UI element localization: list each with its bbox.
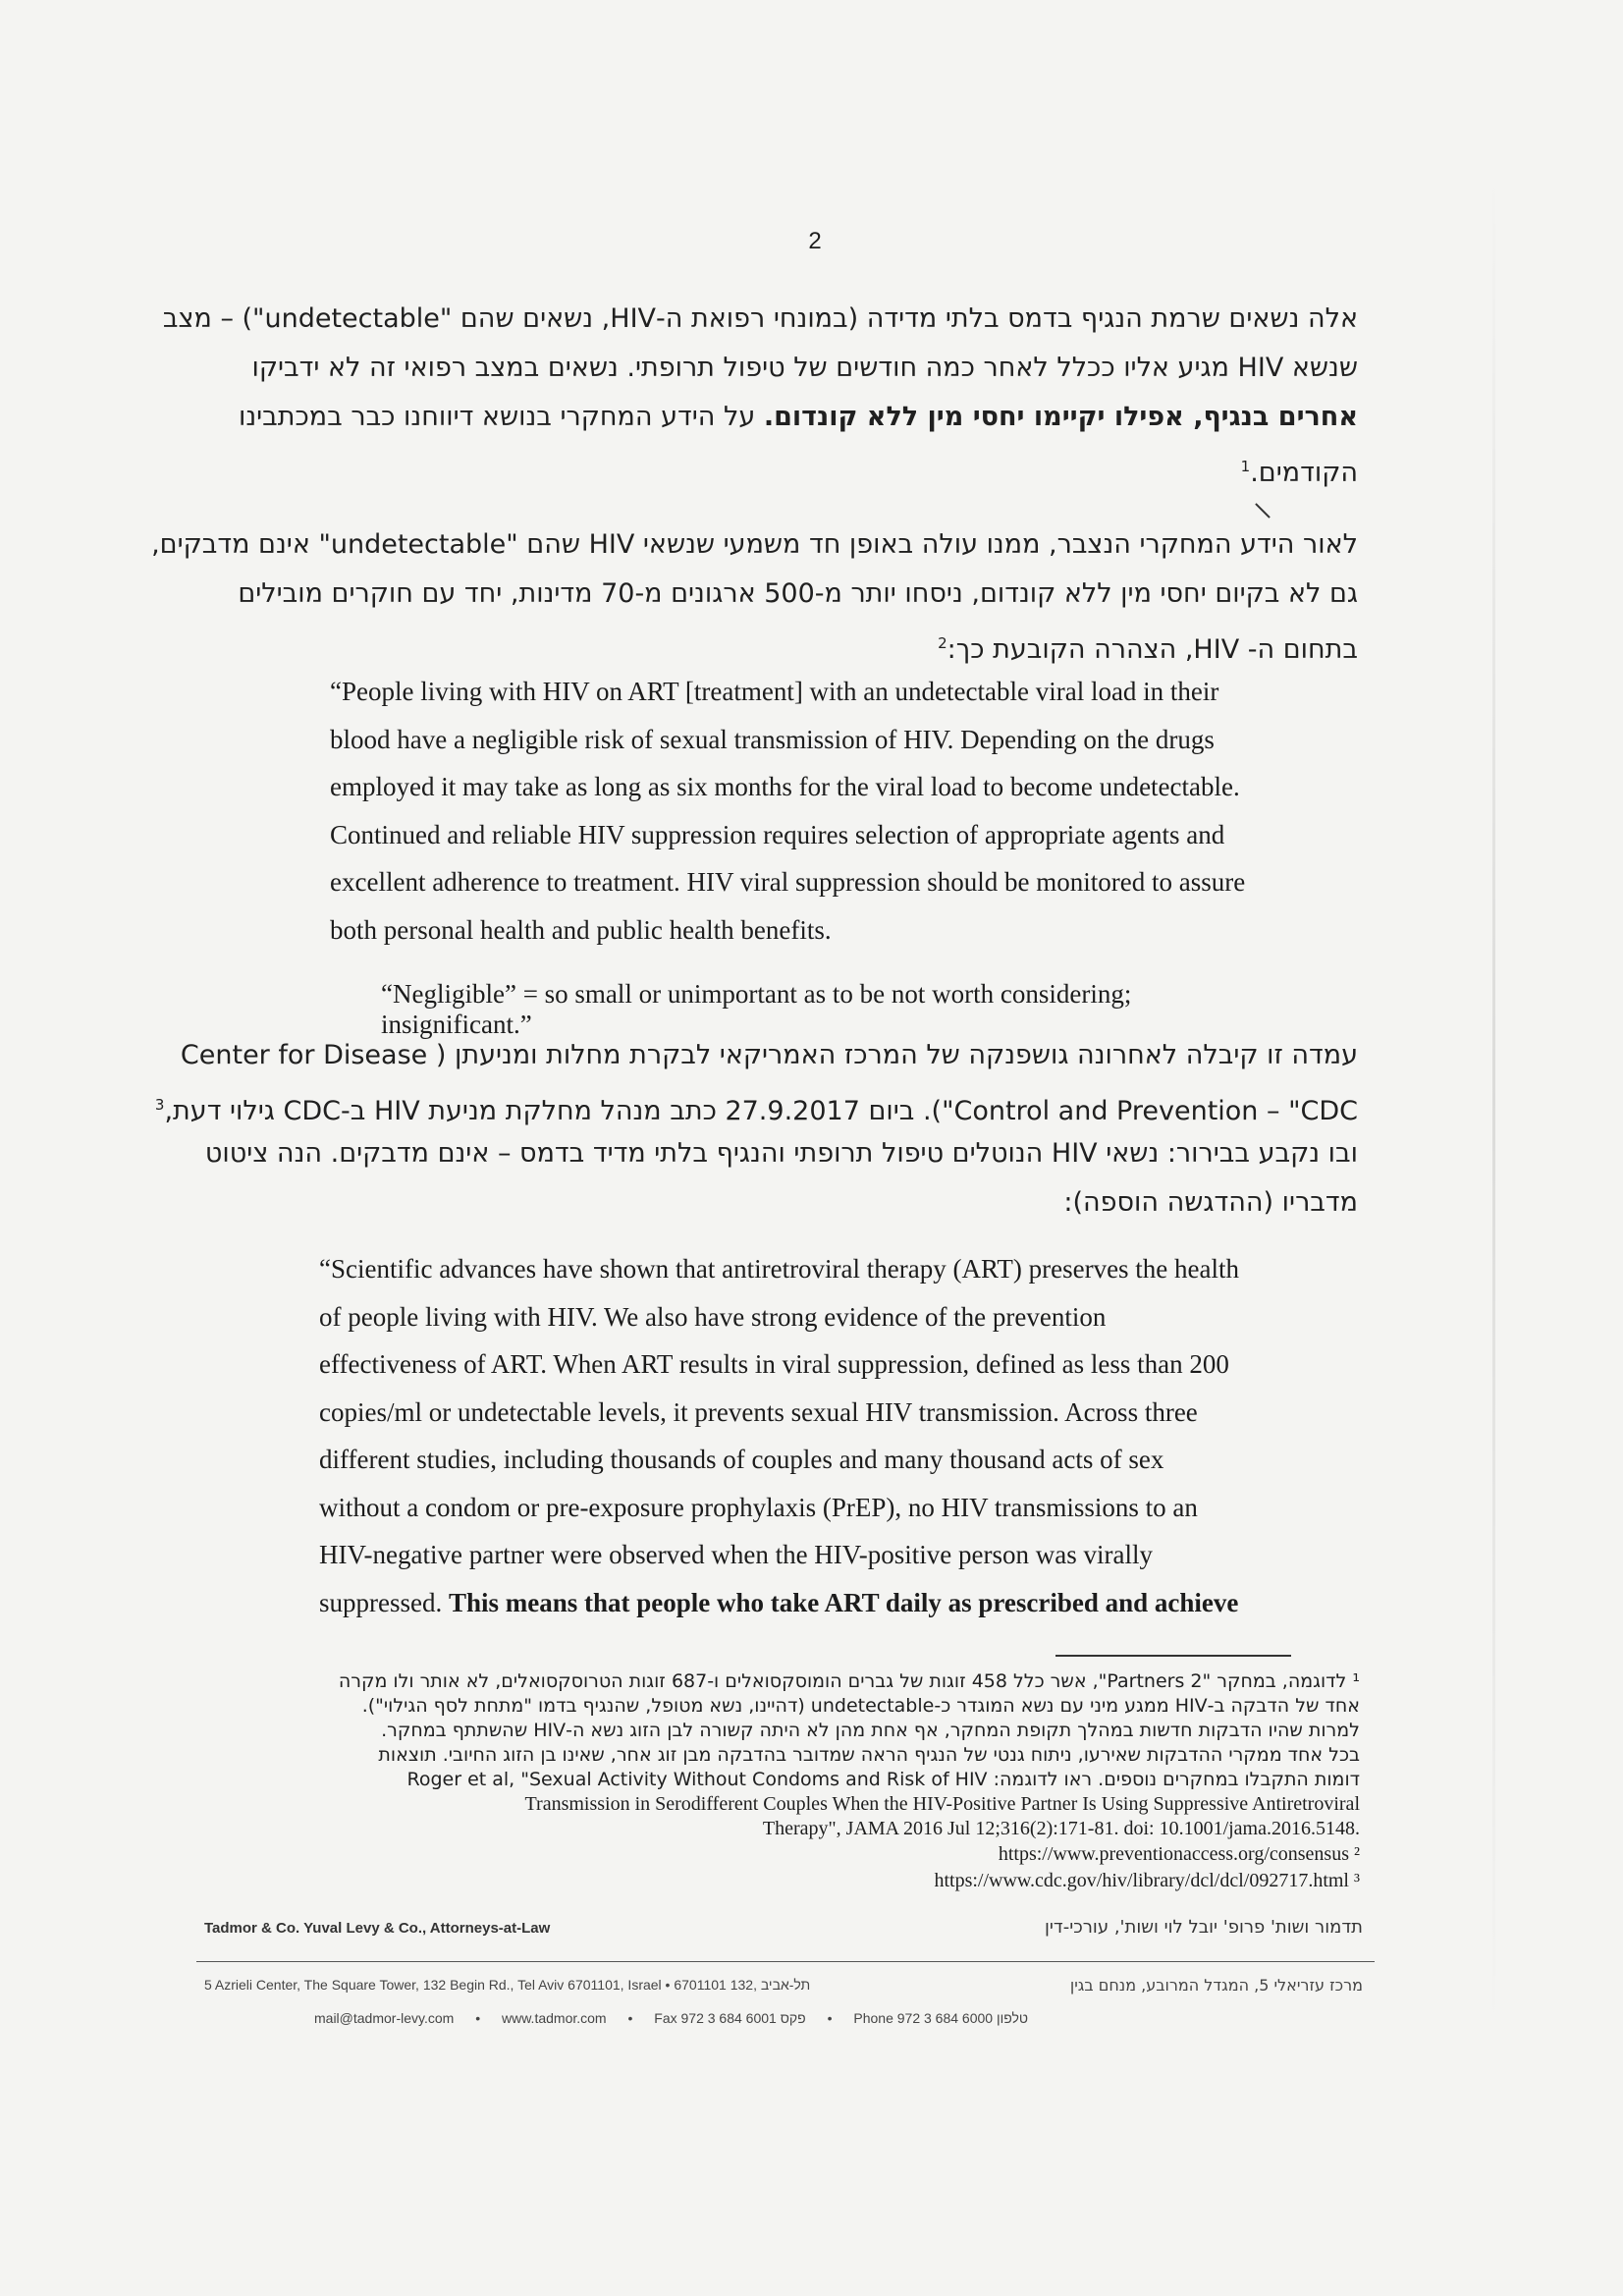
footnote-ref: 3 — [154, 1096, 165, 1114]
text-span: על הידע המחקרי בנושא דיווחנו כבר במכתבינו — [238, 402, 764, 432]
bold-text: אחרים בנגיף, אפילו יקיימו יחסי מין ללא קונדום. — [763, 402, 1358, 432]
text-line: ובו נקבע בבירור: נשאי HIV הנוטלים טיפול תרופתי והנגיף בלתי מדיד בדמס – אינם מדבקים. הנה ציטוט — [204, 1138, 1358, 1169]
quote-line — [319, 1579, 1262, 1627]
page-number: 2 — [808, 228, 822, 254]
text-span: Control and Prevention – "CDC"). ביום 27.9.2017 כתב מנהל מחלקת מניעת HIV ב-CDC גילוי דעת, — [164, 1096, 1358, 1126]
text-line: אלה נשאים שרמת הנגיף בדמס בלתי מדידה (במונחי רפואת ה-HIV, נשאים שהם "undetectable") – מצב — [162, 303, 1358, 334]
address-hebrew: מרכז עזריאלי 5, המגדל המרובע, מנחם בגין — [1069, 1976, 1363, 1995]
contact-line — [314, 2010, 1046, 2026]
quote-line: HIV-negative partner were observed when the HIV-positive person was virally — [319, 1540, 1153, 1569]
phone-number: Phone 972 3 684 6000 טלפון — [853, 2010, 1029, 2026]
text-span: suppressed. — [319, 1587, 449, 1617]
footnote-1 — [280, 1669, 1360, 1792]
quote-line: Continued and reliable HIV suppression requires selection of appropriate agents and — [330, 819, 1225, 849]
quote-consensus — [330, 668, 1272, 954]
pen-mark — [1255, 503, 1271, 519]
footnote-line: ¹ לדוגמה, במחקר "Partners 2", אשר כלל 458 זוגות של גברים הומוסקסואלים ו-687 זוגות הטרוסקסואלים, לא אותר ולו מקרה — [338, 1670, 1360, 1692]
email-link[interactable]: mail@tadmor-levy.com — [314, 2010, 455, 2026]
text-line: מדבריו (ההדגשה הוספה): — [1063, 1187, 1358, 1218]
text-span: בתחום ה- HIV, הצהרה הקובעת כך: — [947, 634, 1358, 665]
text-line: לאור הידע המחקרי הנצבר, ממנו עולה באופן חד משמעי שנשאי HIV שהם "undetectable" אינם מדבקים, — [151, 529, 1358, 560]
footnote-line: דומות התקבלו במחקרים נוספים. ראו לדוגמה: Roger et al, "Sexual Activity Without Condoms and Risk of HIV — [406, 1769, 1360, 1790]
quote-line: of people living with HIV. We also have strong evidence of the prevention — [319, 1301, 1107, 1332]
footnote-line: אחד של הדבקה ב-HIV ממגע מיני עם נשא המוגדר כ-undetectable (דהיינו, נשא מטופל, שהנגיף בדמו "מתחת לסף הגילוי"). — [361, 1695, 1360, 1717]
fax-number: Fax 972 3 684 6001 פקס — [654, 2010, 806, 2026]
footnote-line: Therapy", JAMA 2016 Jul 12;316(2):171-81. doi: 10.1001/jama.2016.5148. — [762, 1818, 1360, 1839]
footnote-separator — [1055, 1655, 1291, 1657]
footnote-link[interactable]: https://www.cdc.gov/hiv/library/dcl/dcl/092717.html ³ — [934, 1870, 1360, 1891]
text-line — [258, 442, 1358, 491]
text-line — [258, 619, 1358, 668]
website-link[interactable]: www.tadmor.com — [502, 2010, 607, 2026]
footnote-line: למרות שהיו הדבקות חדשות במהלך תקופת המחקר, אף אחת מהן לא היתה קשורה לבן הזוג נשא ה-HIV שהשתתף במחקר. — [381, 1720, 1360, 1741]
quote-line: different studies, including thousands of couples and many thousand acts of sex — [319, 1445, 1164, 1474]
footnote-ref: 1 — [1240, 458, 1251, 475]
quote-line: without a condom or pre-exposure prophylaxis (PrEP), no HIV transmissions to an — [319, 1492, 1198, 1522]
footnote-1-citation — [280, 1792, 1360, 1841]
footer-divider — [196, 1961, 1375, 1962]
quote-line: effectiveness of ART. When ART results in viral suppression, defined as less than 200 — [319, 1349, 1229, 1379]
firm-name-hebrew: תדמור ושות' פרופ' יובל לוי ושות', עורכי-דין — [1044, 1917, 1363, 1938]
quote-cdc — [319, 1245, 1262, 1626]
footnote-ref: 2 — [938, 634, 947, 652]
text-line: שנשא HIV מגיע אליו ככלל לאחר כמה חודשים של טיפול תרופתי. נשאים במצב רפואי זה לא ידביקו — [251, 353, 1358, 383]
text-line — [154, 1080, 1358, 1129]
paragraph-2 — [151, 520, 1358, 668]
text-line: עמדה זו קיבלה לאחרונה גושפנקה של המרכז האמריקאי לבקרת מחלות ומניעתן ( Center for Disease — [180, 1040, 1358, 1070]
firm-name-english: Tadmor & Co. Yuval Levy & Co., Attorneys-at-Law — [204, 1920, 551, 1937]
separator-dot: • — [475, 2010, 481, 2026]
quote-line: excellent adherence to treatment. HIV viral suppression should be monitored to assure — [330, 867, 1246, 897]
text-line — [238, 393, 1358, 442]
separator-dot: • — [627, 2010, 633, 2026]
quote-line: blood have a negligible risk of sexual transmission of HIV. Depending on the drugs — [330, 724, 1215, 754]
bold-text: This means that people who take ART daily as prescribed and achieve — [448, 1587, 1239, 1617]
quote-line: both personal health and public health benefits. — [330, 914, 832, 945]
separator-dot: • — [827, 2010, 833, 2026]
quote-line: copies/ml or undetectable levels, it prevents sexual HIV transmission. Across three — [319, 1396, 1198, 1427]
paragraph-3 — [154, 1031, 1358, 1228]
text-line: גם לא בקיום יחסי מין ללא קונדום, ניסחו יותר מ-500 ארגונים מ-70 מדינות, יחד עם חוקרים מובילים — [238, 578, 1358, 609]
text-span: הקודמים. — [1250, 458, 1358, 488]
footnote-line: בכל אחד ממקרי ההדבקות שאירעו, ניתוח גנטי של הנגיף הראה שמדובר בהדבקה מבן זוג אחר, שאינו בן הזוג החיובי. תוצאות — [378, 1744, 1360, 1766]
negligible-definition: “Negligible” = so small or unimportant as to be not worth considering; insignificant.” — [381, 979, 1132, 1039]
footnote-link[interactable]: https://www.preventionaccess.org/consensus ² — [998, 1843, 1360, 1865]
quote-line: employed it may take as long as six months for the viral load to become undetectable. — [330, 772, 1240, 801]
paragraph-1 — [162, 295, 1358, 491]
quote-line: “Scientific advances have shown that antiretroviral therapy (ART) preserves the health — [319, 1254, 1240, 1284]
scan-edge-shadow — [1492, 167, 1495, 2033]
footnote-2 — [280, 1842, 1360, 1867]
footnote-3 — [280, 1869, 1360, 1893]
quote-line: “People living with HIV on ART [treatment] with an undetectable viral load in their — [330, 677, 1219, 706]
footnote-line: Transmission in Serodifferent Couples When the HIV-Positive Partner Is Using Suppressive Antiretroviral — [524, 1793, 1360, 1815]
address-english: 5 Azrieli Center, The Square Tower, 132 Begin Rd., Tel Aviv 6701101, Israel • 6701101 תל-אביב ,132 — [204, 1977, 811, 1993]
